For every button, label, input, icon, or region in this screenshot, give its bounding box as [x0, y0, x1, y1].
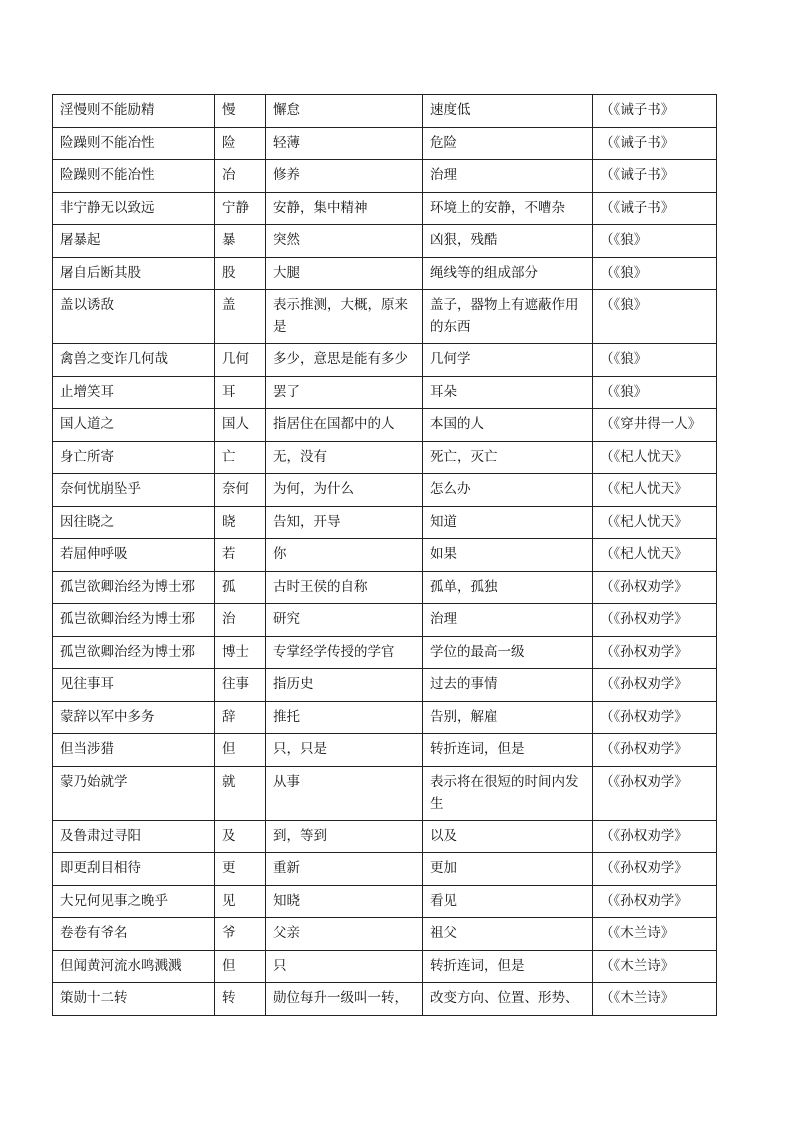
ancient-meaning-cell: 古时王侯的自称: [266, 571, 423, 604]
modern-meaning-cell: 以及: [423, 820, 593, 853]
ancient-meaning-cell: 安静，集中精神: [266, 192, 423, 225]
source-cell: （《诫子书》: [593, 160, 717, 193]
sentence-cell: 若屈伸呼吸: [53, 539, 215, 572]
sentence-cell: 蒙辞以军中多务: [53, 701, 215, 734]
source-cell: （《孙权劝学》: [593, 766, 717, 820]
table-row: [53, 127, 717, 160]
modern-meaning-cell: 过去的事情: [423, 669, 593, 702]
word-cell: 爷: [215, 918, 266, 951]
ancient-meaning-cell: 多少，意思是能有多少: [266, 344, 423, 377]
modern-meaning-cell: 知道: [423, 506, 593, 539]
source-cell: （《杞人忧天》: [593, 441, 717, 474]
word-cell: 晓: [215, 506, 266, 539]
source-cell: （《孙权劝学》: [593, 853, 717, 886]
modern-meaning-cell: 改变方向、位置、形势、: [423, 983, 593, 1016]
word-cell: 险: [215, 127, 266, 160]
sentence-cell: 见往事耳: [53, 669, 215, 702]
source-cell: （《狼》: [593, 257, 717, 290]
table-row: [53, 95, 717, 128]
table-row: [53, 669, 717, 702]
ancient-meaning-cell: 指历史: [266, 669, 423, 702]
modern-meaning-cell: 死亡，灭亡: [423, 441, 593, 474]
sentence-cell: 孤岂欲卿治经为博士邪: [53, 636, 215, 669]
table-row: [53, 701, 717, 734]
source-cell: （《孙权劝学》: [593, 571, 717, 604]
sentence-cell: 因往晓之: [53, 506, 215, 539]
source-cell: （《诫子书》: [593, 127, 717, 160]
source-cell: （《孙权劝学》: [593, 636, 717, 669]
source-cell: （《狼》: [593, 290, 717, 344]
sentence-cell: 策勋十二转: [53, 983, 215, 1016]
modern-meaning-cell: 如果: [423, 539, 593, 572]
ancient-meaning-cell: 罢了: [266, 376, 423, 409]
table-row: [53, 636, 717, 669]
table-row: [53, 853, 717, 886]
table-row: [53, 376, 717, 409]
word-cell: 但: [215, 950, 266, 983]
sentence-cell: 险躁则不能冶性: [53, 160, 215, 193]
sentence-cell: 禽兽之变诈几何哉: [53, 344, 215, 377]
source-cell: （《木兰诗》: [593, 983, 717, 1016]
ancient-meaning-cell: 专掌经学传授的学官: [266, 636, 423, 669]
sentence-cell: 及鲁肃过寻阳: [53, 820, 215, 853]
ancient-meaning-cell: 无，没有: [266, 441, 423, 474]
table-row: [53, 918, 717, 951]
modern-meaning-cell: 耳朵: [423, 376, 593, 409]
word-cell: 往事: [215, 669, 266, 702]
source-cell: （《孙权劝学》: [593, 820, 717, 853]
ancient-meaning-cell: 表示推测，大概，原来是: [266, 290, 423, 344]
table-row: [53, 225, 717, 258]
modern-meaning-cell: 怎么办: [423, 474, 593, 507]
modern-meaning-cell: 表示将在很短的时间内发生: [423, 766, 593, 820]
sentence-cell: 大兄何见事之晚乎: [53, 885, 215, 918]
source-cell: （《木兰诗》: [593, 950, 717, 983]
source-cell: （《狼》: [593, 376, 717, 409]
modern-meaning-cell: 看见: [423, 885, 593, 918]
ancient-meaning-cell: 从事: [266, 766, 423, 820]
modern-meaning-cell: 治理: [423, 160, 593, 193]
modern-meaning-cell: 危险: [423, 127, 593, 160]
sentence-cell: 淫慢则不能励精: [53, 95, 215, 128]
modern-meaning-cell: 转折连词，但是: [423, 734, 593, 767]
source-cell: （《杞人忧天》: [593, 474, 717, 507]
vocabulary-table-body: [53, 95, 717, 1016]
table-row: [53, 409, 717, 442]
source-cell: （《穿井得一人》: [593, 409, 717, 442]
modern-meaning-cell: 绳线等的组成部分: [423, 257, 593, 290]
ancient-meaning-cell: 重新: [266, 853, 423, 886]
word-cell: 但: [215, 734, 266, 767]
ancient-meaning-cell: 父亲: [266, 918, 423, 951]
modern-meaning-cell: 孤单，孤独: [423, 571, 593, 604]
modern-meaning-cell: 凶狠，残酷: [423, 225, 593, 258]
word-cell: 国人: [215, 409, 266, 442]
modern-meaning-cell: 速度低: [423, 95, 593, 128]
table-row: [53, 571, 717, 604]
source-cell: （《孙权劝学》: [593, 734, 717, 767]
sentence-cell: 蒙乃始就学: [53, 766, 215, 820]
sentence-cell: 盖以诱敌: [53, 290, 215, 344]
sentence-cell: 孤岂欲卿治经为博士邪: [53, 571, 215, 604]
modern-meaning-cell: 环境上的安静，不嘈杂: [423, 192, 593, 225]
modern-meaning-cell: 盖子，器物上有遮蔽作用的东西: [423, 290, 593, 344]
word-cell: 冶: [215, 160, 266, 193]
word-cell: 孤: [215, 571, 266, 604]
table-row: [53, 192, 717, 225]
modern-meaning-cell: 告别，解雇: [423, 701, 593, 734]
word-cell: 更: [215, 853, 266, 886]
modern-meaning-cell: 学位的最高一级: [423, 636, 593, 669]
source-cell: （《诫子书》: [593, 192, 717, 225]
ancient-meaning-cell: 推托: [266, 701, 423, 734]
word-cell: 就: [215, 766, 266, 820]
source-cell: （《孙权劝学》: [593, 701, 717, 734]
source-cell: （《诫子书》: [593, 95, 717, 128]
sentence-cell: 卷卷有爷名: [53, 918, 215, 951]
word-cell: 博士: [215, 636, 266, 669]
vocabulary-table: [52, 94, 717, 1016]
word-cell: 盖: [215, 290, 266, 344]
table-row: [53, 344, 717, 377]
source-cell: （《狼》: [593, 225, 717, 258]
ancient-meaning-cell: 只: [266, 950, 423, 983]
ancient-meaning-cell: 为何，为什么: [266, 474, 423, 507]
sentence-cell: 即更刮目相待: [53, 853, 215, 886]
modern-meaning-cell: 转折连词，但是: [423, 950, 593, 983]
table-row: [53, 766, 717, 820]
ancient-meaning-cell: 突然: [266, 225, 423, 258]
ancient-meaning-cell: 懈怠: [266, 95, 423, 128]
sentence-cell: 但闻黄河流水鸣溅溅: [53, 950, 215, 983]
ancient-meaning-cell: 指居住在国都中的人: [266, 409, 423, 442]
table-row: [53, 820, 717, 853]
word-cell: 辞: [215, 701, 266, 734]
table-row: [53, 257, 717, 290]
ancient-meaning-cell: 只，只是: [266, 734, 423, 767]
word-cell: 股: [215, 257, 266, 290]
ancient-meaning-cell: 大腿: [266, 257, 423, 290]
source-cell: （《木兰诗》: [593, 918, 717, 951]
sentence-cell: 险躁则不能冶性: [53, 127, 215, 160]
word-cell: 治: [215, 604, 266, 637]
sentence-cell: 孤岂欲卿治经为博士邪: [53, 604, 215, 637]
ancient-meaning-cell: 轻薄: [266, 127, 423, 160]
ancient-meaning-cell: 研究: [266, 604, 423, 637]
sentence-cell: 国人道之: [53, 409, 215, 442]
table-row: [53, 441, 717, 474]
modern-meaning-cell: 几何学: [423, 344, 593, 377]
table-row: [53, 983, 717, 1016]
modern-meaning-cell: 祖父: [423, 918, 593, 951]
word-cell: 耳: [215, 376, 266, 409]
table-row: [53, 160, 717, 193]
source-cell: （《杞人忧天》: [593, 539, 717, 572]
word-cell: 及: [215, 820, 266, 853]
word-cell: 若: [215, 539, 266, 572]
word-cell: 亡: [215, 441, 266, 474]
word-cell: 慢: [215, 95, 266, 128]
word-cell: 几何: [215, 344, 266, 377]
word-cell: 宁静: [215, 192, 266, 225]
ancient-meaning-cell: 修养: [266, 160, 423, 193]
modern-meaning-cell: 本国的人: [423, 409, 593, 442]
table-row: [53, 474, 717, 507]
ancient-meaning-cell: 告知，开导: [266, 506, 423, 539]
source-cell: （《孙权劝学》: [593, 669, 717, 702]
table-row: [53, 506, 717, 539]
modern-meaning-cell: 更加: [423, 853, 593, 886]
sentence-cell: 屠自后断其股: [53, 257, 215, 290]
source-cell: （《杞人忧天》: [593, 506, 717, 539]
ancient-meaning-cell: 到，等到: [266, 820, 423, 853]
table-row: [53, 604, 717, 637]
modern-meaning-cell: 治理: [423, 604, 593, 637]
ancient-meaning-cell: 知晓: [266, 885, 423, 918]
table-row: [53, 950, 717, 983]
sentence-cell: 但当涉猎: [53, 734, 215, 767]
source-cell: （《孙权劝学》: [593, 885, 717, 918]
table-row: [53, 885, 717, 918]
word-cell: 见: [215, 885, 266, 918]
sentence-cell: 奈何忧崩坠乎: [53, 474, 215, 507]
table-row: [53, 290, 717, 344]
sentence-cell: 非宁静无以致远: [53, 192, 215, 225]
table-row: [53, 734, 717, 767]
word-cell: 转: [215, 983, 266, 1016]
word-cell: 奈何: [215, 474, 266, 507]
word-cell: 暴: [215, 225, 266, 258]
ancient-meaning-cell: 勋位每升一级叫一转，: [266, 983, 423, 1016]
source-cell: （《孙权劝学》: [593, 604, 717, 637]
sentence-cell: 止增笑耳: [53, 376, 215, 409]
table-row: [53, 539, 717, 572]
sentence-cell: 屠暴起: [53, 225, 215, 258]
ancient-meaning-cell: 你: [266, 539, 423, 572]
sentence-cell: 身亡所寄: [53, 441, 215, 474]
source-cell: （《狼》: [593, 344, 717, 377]
